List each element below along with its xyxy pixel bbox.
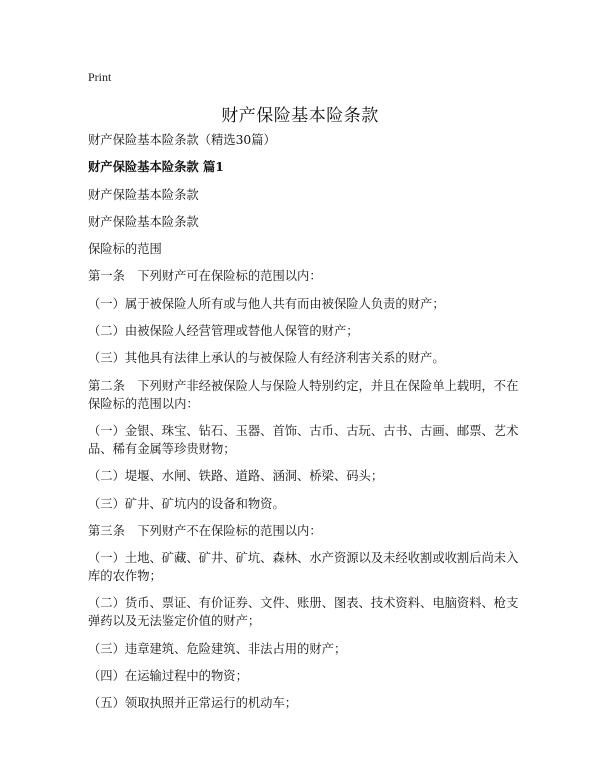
paragraph: 财产保险基本险条款 [88,187,199,202]
paragraph-subtitle: 财产保险基本险条款（精选30篇） [88,133,276,147]
clause-item: （五）领取执照并正常运行的机动车； [88,696,298,711]
clause-item: （二）堤堰、水闸、铁路、道路、涵洞、桥梁、码头； [88,469,384,484]
clause-item: （三）其他具有法律上承认的与被保险人有经济利害关系的财产。 [88,351,445,366]
clause-item: （四）在运输过程中的物资； [88,669,248,684]
clause-item: （一）属于被保险人所有或与他人共有而由被保险人负责的财产； [88,296,445,311]
clause-item: （二）货币、票证、有价证券、文件、账册、图表、技术资料、电脑资料、枪支弹药以及无法鉴定价值的财产； [88,596,519,629]
clause-item: （三）矿井、矿坑内的设备和物资。 [88,496,285,511]
print-link[interactable]: Print [88,70,112,84]
article-paragraph: 第一条 下列财产可在保险标的范围以内： [88,269,322,284]
document-body [88,131,520,722]
paragraph: 财产保险基本险条款 [88,214,199,229]
clause-item: （一）金银、珠宝、钻石、玉器、首饰、古币、古玩、古书、古画、邮票、艺术品、稀有金属等珍贵财物； [88,423,519,456]
section-heading: 财产保险基本险条款 篇1 [88,159,224,175]
clause-item: （二）由被保险人经营管理或替他人保管的财产； [88,324,359,339]
document-title: 财产保险基本险条款 [221,106,379,126]
article-paragraph: 第二条 下列财产非经被保险人与保险人特别约定，并且在保险单上载明，不在保险标的范围以内： [88,378,519,411]
clause-item: （三）违章建筑、危险建筑、非法占用的财产； [88,641,347,656]
paragraph: 保险标的范围 [88,242,162,257]
article-paragraph: 第三条 下列财产不在保险标的范围以内： [88,523,322,538]
clause-item: （一）土地、矿藏、矿井、矿坑、森林、水产资源以及未经收割或收割后尚未入库的农作物； [88,551,519,584]
